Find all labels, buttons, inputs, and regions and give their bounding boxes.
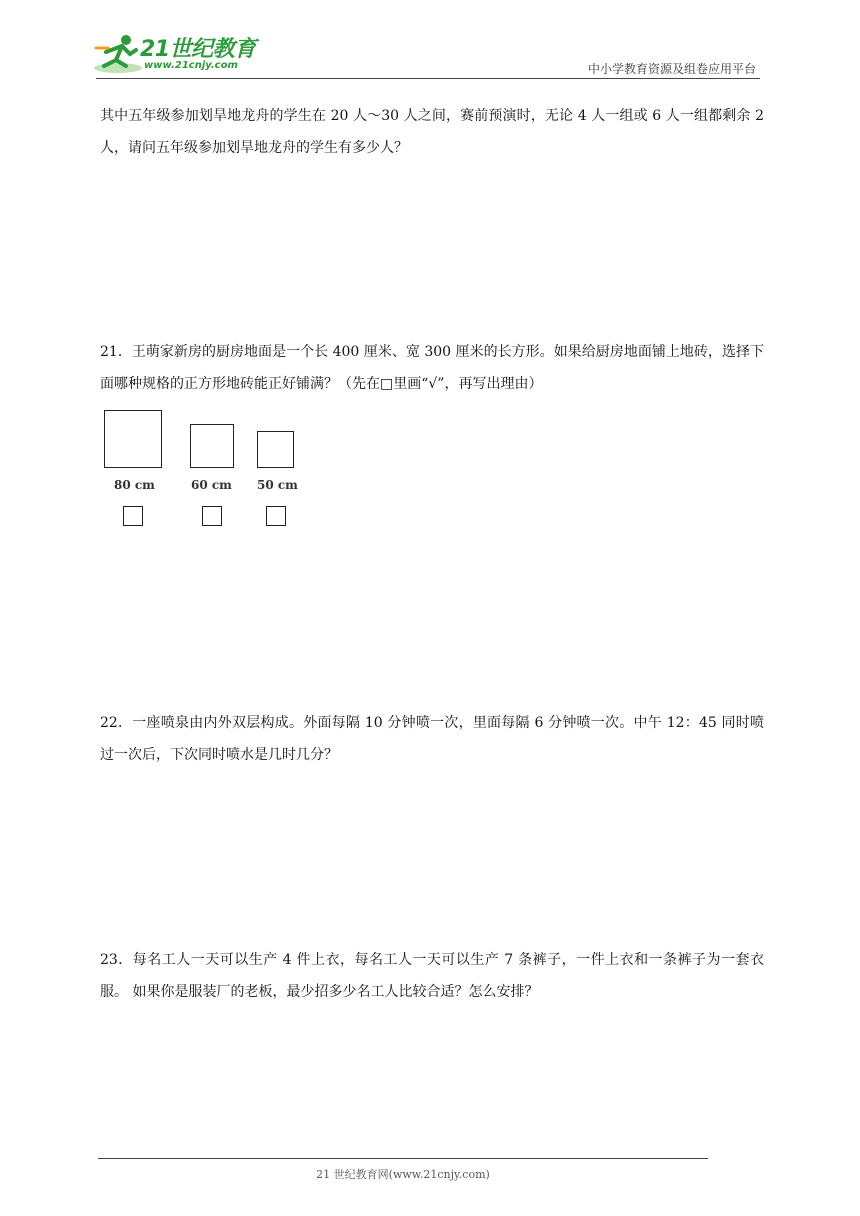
logo-url: www.21cnjy.com xyxy=(144,60,238,71)
tile-label-80cm: 80 cm xyxy=(114,478,155,492)
tile-60cm-square xyxy=(190,424,234,468)
logo-text: 21世纪教育 xyxy=(140,37,256,62)
footer-divider xyxy=(98,1158,708,1159)
tile-label-60cm: 60 cm xyxy=(191,478,232,492)
header-divider xyxy=(96,78,760,79)
header-platform-title: 中小学教育资源及组卷应用平台 xyxy=(587,62,756,76)
checkbox-60cm[interactable] xyxy=(202,506,222,526)
runner-logo-icon xyxy=(92,32,142,76)
checkbox-80cm[interactable] xyxy=(123,506,143,526)
question-21: 21．王萌家新房的厨房地面是一个长 400 厘米、宽 300 厘米的长方形。如果给厨房地面铺上地砖，选择下面哪种规格的正方形地砖能正好铺满？（先在□里画“√”，再写出理由） xyxy=(100,344,764,392)
tile-50cm-square xyxy=(257,431,294,468)
question-23: 23．每名工人一天可以生产 4 件上衣，每名工人一天可以生产 7 条裤子，一件上衣和一条裤子为一套衣服。 如果你是服装厂的老板，最少招多少名工人比较合适？怎么安排？ xyxy=(100,952,764,1000)
page-footer: 21 世纪教育网(www.21cnjy.com) xyxy=(316,1168,490,1181)
page-header xyxy=(0,0,860,80)
logo xyxy=(92,32,267,78)
tile-label-50cm: 50 cm xyxy=(257,478,298,492)
tile-80cm-square xyxy=(104,410,162,468)
checkbox-50cm[interactable] xyxy=(266,506,286,526)
question-20-continuation: 其中五年级参加划旱地龙舟的学生在 20 人～30 人之间，赛前预演时，无论 4 人一组或 6 人一组都剩余 2 人，请问五年级参加划旱地龙舟的学生有多少人？ xyxy=(100,108,764,156)
tile-options-figure xyxy=(100,406,320,536)
question-22: 22．一座喷泉由内外双层构成。外面每隔 10 分钟喷一次，里面每隔 6 分钟喷一次。中午 12：45 同时喷过一次后，下次同时喷水是几时几分？ xyxy=(100,715,764,763)
